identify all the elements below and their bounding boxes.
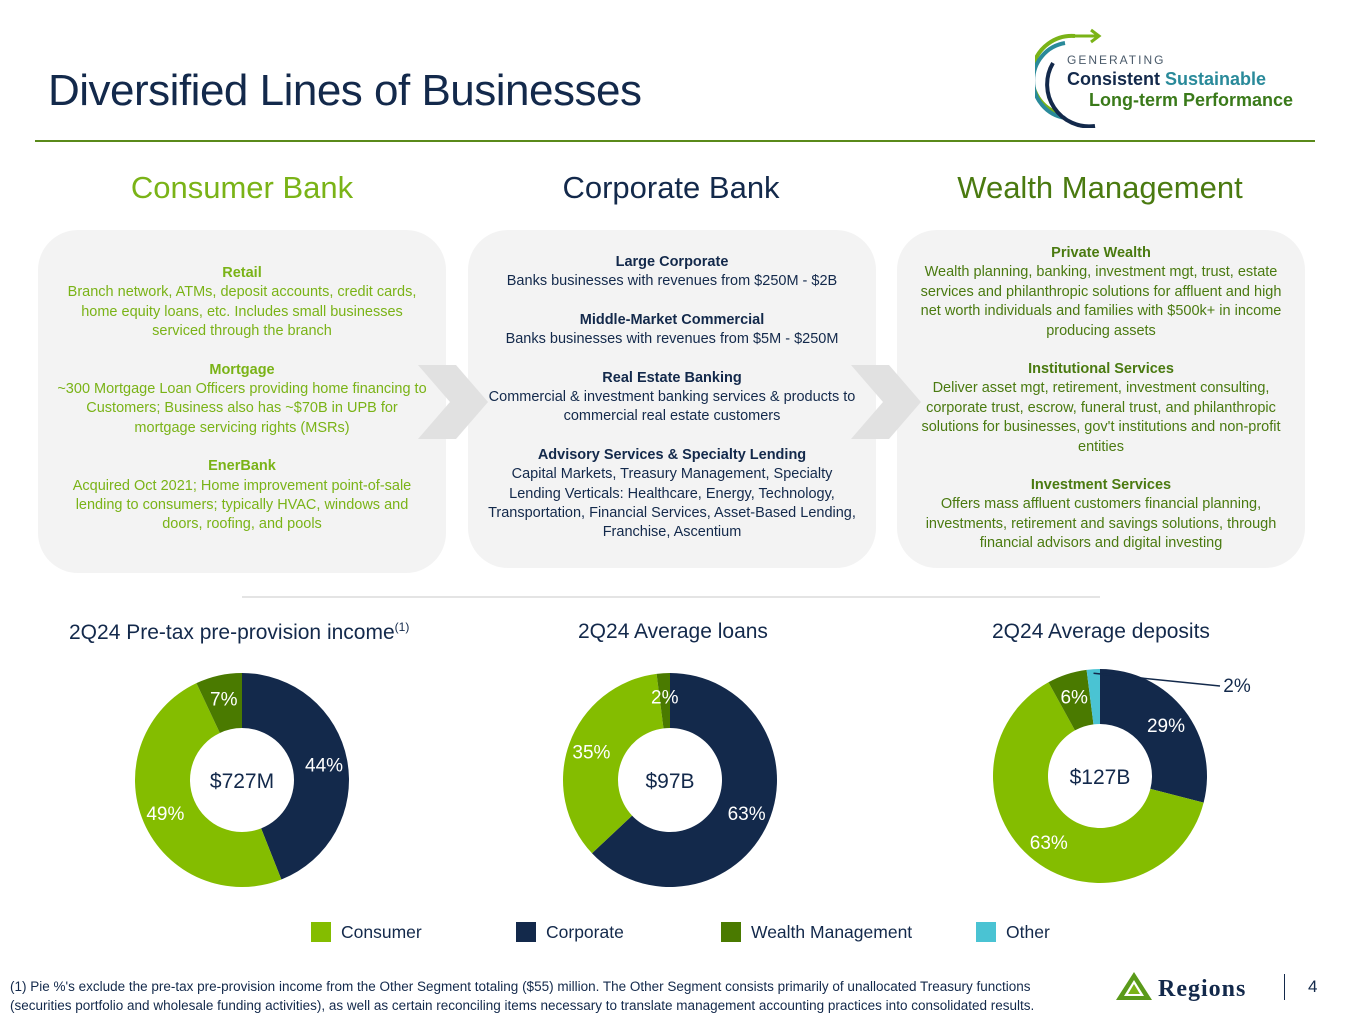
large-corporate-section: Large Corporate Banks businesses with revenues from $250M - $2B bbox=[506, 254, 838, 290]
institutional-services-section: Institutional Services Deliver asset mgt, retirement, investment consulting, corporate trust, escrow, funeral trust, and philanthropic solutions for businesses, gov't institutions and non-profit entities bbox=[921, 361, 1281, 455]
enerbank-section: EnerBank Acquired Oct 2021; Home improvement point-of-sale lending to consumers; typically HVAC, windows and doors, roofing, and pools bbox=[72, 458, 412, 533]
real-estate-banking-section: Real Estate Banking Commercial & investment banking services & products to commercial real estate customers bbox=[488, 369, 856, 425]
footer-divider bbox=[1284, 974, 1285, 1000]
chevron-right-icon bbox=[851, 365, 921, 439]
retail-section: Retail Branch network, ATMs, deposit accounts, credit cards, home equity loans, etc. Includes small businesses serviced through the branch bbox=[67, 265, 417, 340]
regions-wordmark: Regions bbox=[1158, 976, 1247, 1002]
advisory-services-section: Advisory Services & Specialty Lending Capital Markets, Treasury Management, Specialty Lending Verticals: Healthcare, Energy, Technology, Transportation, Financial Services, Asset-Based Lending, Franchise, Ascentium bbox=[488, 446, 856, 541]
legend-consumer: Consumer bbox=[311, 922, 422, 943]
deposits-chart-title: 2Q24 Average deposits bbox=[992, 620, 1210, 643]
center-total-label: $727M bbox=[209, 770, 275, 793]
chevron-right-icon bbox=[418, 365, 488, 439]
legend-swatch bbox=[516, 922, 536, 942]
legend-corporate: Corporate bbox=[516, 922, 624, 943]
section-divider bbox=[242, 596, 1100, 598]
tagline-line2: Long-term Performance bbox=[1089, 90, 1294, 110]
legend-wealth-management: Wealth Management bbox=[721, 922, 912, 943]
legend-swatch bbox=[976, 922, 996, 942]
slice-label: 7% bbox=[210, 689, 238, 711]
slice-label: 44% bbox=[305, 755, 344, 777]
center-total-label: $97B bbox=[645, 770, 695, 793]
footnote: (1) Pie %'s exclude the pre-tax pre-provision income from the Other Segment totaling ($55) million. The Other Segment consists primarily of unallocated Treasury functions (securities portfolio and wholesale funding activities), as well as certain reconciling items necessary to translate management accounting practices into consolidated results. bbox=[10, 979, 1035, 1013]
corporate-bank-panel bbox=[468, 230, 876, 568]
legend-other: Other bbox=[976, 922, 1050, 943]
slice-label: 29% bbox=[1146, 715, 1185, 737]
consumer-bank-panel bbox=[38, 230, 446, 573]
loans-chart-title: 2Q24 Average loans bbox=[578, 620, 768, 643]
wealth-management-panel bbox=[897, 230, 1305, 568]
deposits-donut-chart bbox=[988, 664, 1288, 889]
tagline-line1: Consistent Sustainable bbox=[1067, 69, 1267, 89]
header-rule bbox=[35, 140, 1315, 142]
tagline-logo bbox=[1035, 28, 1335, 128]
middle-market-section: Middle-Market Commercial Banks businesses with revenues from $5M - $250M bbox=[505, 311, 839, 348]
page-title: Diversified Lines of Businesses bbox=[48, 66, 642, 115]
slice-label: 2% bbox=[651, 687, 679, 709]
slice-label: 49% bbox=[146, 804, 185, 826]
ppi-chart-title: 2Q24 Pre-tax pre-provision income$^{(1)}$ bbox=[69, 620, 410, 644]
slice-label: 63% bbox=[727, 804, 766, 826]
legend-swatch bbox=[721, 922, 741, 942]
slice-label: 63% bbox=[1029, 832, 1068, 854]
private-wealth-section: Private Wealth Wealth planning, banking, investment mgt, trust, estate services and philanthropic solutions for affluent and high net worth individuals and families with $500k+ in income producing assets bbox=[920, 245, 1282, 339]
investment-services-section: Investment Services Offers mass affluent customers financial planning, investments, retirement and savings solutions, through financial advisors and digital investing bbox=[925, 477, 1277, 552]
corporate-bank-heading: Corporate Bank bbox=[562, 170, 780, 205]
page-number: 4 bbox=[1308, 977, 1318, 996]
loans-donut-chart bbox=[558, 668, 783, 893]
wealth-management-heading: Wealth Management bbox=[957, 170, 1243, 205]
mortgage-section: Mortgage ~300 Mortgage Loan Officers providing home financing to Customers; Business also has ~$70B in UPB for mortgage servicing rights (MSRs) bbox=[57, 361, 427, 436]
slice-label: 35% bbox=[572, 742, 611, 764]
regions-logo bbox=[1112, 968, 1292, 1004]
slice-label: 2% bbox=[1223, 676, 1251, 697]
regions-triangle-icon bbox=[1114, 970, 1154, 1004]
consumer-bank-heading: Consumer Bank bbox=[130, 170, 354, 205]
center-total-label: $127B bbox=[1069, 766, 1131, 789]
ppi-donut-chart bbox=[130, 668, 355, 893]
tagline-top: GENERATING bbox=[1067, 53, 1166, 67]
legend-swatch bbox=[311, 922, 331, 942]
slice-label: 6% bbox=[1060, 687, 1088, 709]
